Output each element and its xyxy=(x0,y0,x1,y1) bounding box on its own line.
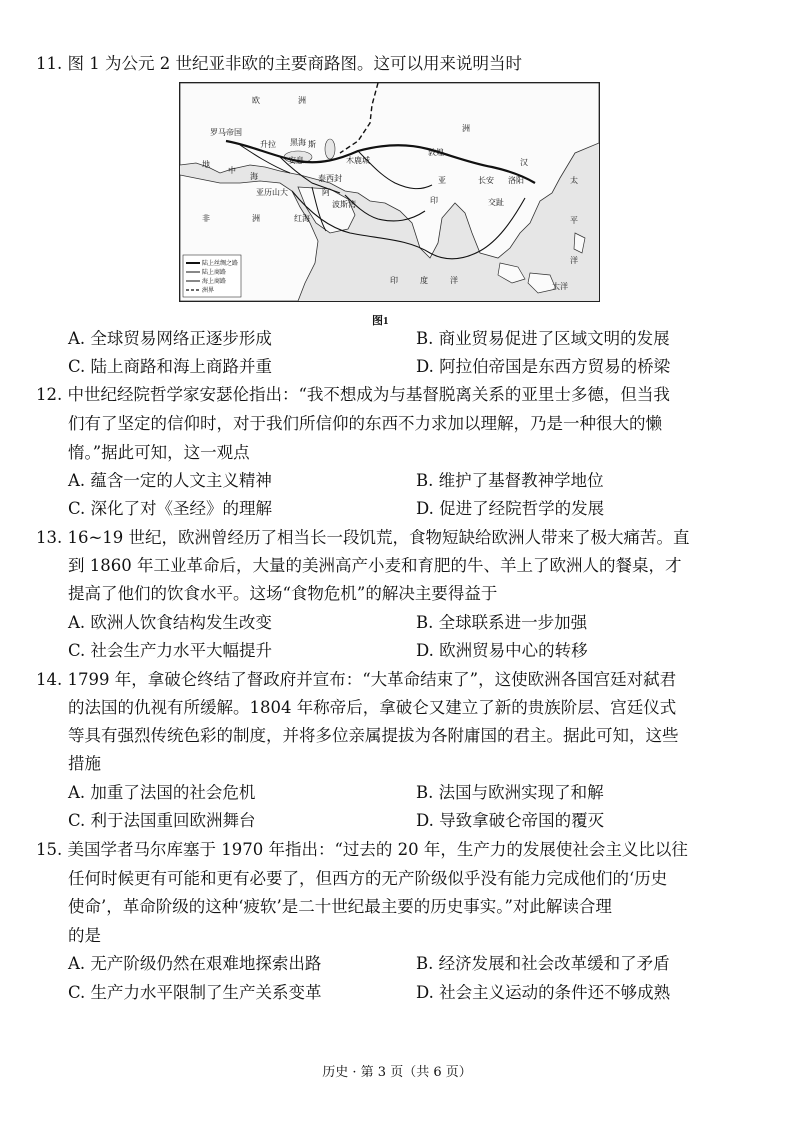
q15-option-c: C. 生产力水平限制了生产关系变革 xyxy=(68,983,322,1002)
label-fei: 非 xyxy=(202,214,210,223)
q11-option-d: D. 阿拉伯帝国是东西方贸易的桥梁 xyxy=(416,357,671,376)
q12-option-d: D. 促进了经院哲学的发展 xyxy=(416,499,605,518)
q12-line-3: 惰。”据此可知，这一观点 xyxy=(68,443,250,462)
q13-option-a: A. 欧洲人饮食结构发生改变 xyxy=(68,613,272,632)
label-ya-zhou: 洲 xyxy=(462,124,470,133)
q13-line-1: 13. 16~19 世纪，欧洲曾经历了相当长一段饥荒，食物短缺给欧洲人带来了极大痛苦。直 xyxy=(36,528,690,547)
label-jiaozhi: 交趾 xyxy=(488,198,504,207)
label-luoyang: 洛阳 xyxy=(508,176,524,185)
q14-line-1: 14. 1799 年，拿破仑终结了督政府并宣布：“大革命结束了”，这使欧洲各国宫廷对弑君 xyxy=(36,670,677,689)
label-black-sea: 黑海 xyxy=(290,138,306,147)
q15-line-3: 使命’，革命阶级的这种‘疲软’是二十世纪最主要的历史事实。”对此解读合理 xyxy=(68,897,612,916)
map-svg xyxy=(180,83,599,301)
label-po-2: 平 xyxy=(570,216,578,225)
label-io-2: 度 xyxy=(420,276,428,285)
legend-border: 洲界 xyxy=(202,287,215,294)
q12-option-c: C. 深化了对《圣经》的理解 xyxy=(68,499,273,518)
q13-option-b: B. 全球联系进一步加强 xyxy=(416,613,588,632)
q14-line-4: 措施 xyxy=(68,754,101,773)
q15-option-a: A. 无产阶级仍然在艰难地探索出路 xyxy=(68,954,322,973)
label-hai: 海 xyxy=(250,172,258,181)
label-rome: 罗马帝国 xyxy=(210,128,242,137)
q13-line-2: 到 1860 年工业革命后，大量的美洲高产小麦和育肥的牛、羊上了欧洲人的餐桌，才 xyxy=(68,556,682,575)
label-dayang: 大洋 xyxy=(552,282,568,291)
q12-option-a: A. 蕴含一定的人文主义精神 xyxy=(68,471,272,490)
label-si: 斯 xyxy=(308,140,316,149)
caspian-sea xyxy=(325,139,335,159)
label-alexandria: 亚历山大 xyxy=(256,188,288,197)
label-po-3: 洋 xyxy=(570,256,578,265)
legend-silk: 陆上丝绸之路 xyxy=(202,260,239,267)
q13-option-c: C. 社会生产力水平大幅提升 xyxy=(68,641,273,660)
label-han: 汉 xyxy=(520,158,528,167)
label-ctesiphon: 泰西封 xyxy=(318,174,342,183)
q13-option-d: D. 欧洲贸易中心的转移 xyxy=(416,641,588,660)
q12-line-1: 12. 中世纪经院哲学家安瑟伦指出：“我不想成为与基督脱离关系的亚里士多德，但当我 xyxy=(36,385,670,404)
q15-option-b: B. 经济发展和社会改革缓和了矛盾 xyxy=(416,954,670,973)
label-europe-a: 欧 xyxy=(252,96,260,105)
q14-option-d: D. 导致拿破仑帝国的覆灭 xyxy=(416,811,605,830)
label-di: 地 xyxy=(202,160,210,169)
label-po-1: 太 xyxy=(570,176,578,185)
label-red-sea: 红海 xyxy=(294,214,310,223)
label-io-1: 印 xyxy=(390,276,398,285)
q14-option-a: A. 加重了法国的社会危机 xyxy=(68,783,256,802)
label-changan: 长安 xyxy=(478,176,494,185)
label-dunhuang: 敦煌 xyxy=(428,148,444,157)
q13-line-3: 提高了他们的饮食水平。这场“食物危机”的解决主要得益于 xyxy=(68,584,498,603)
q15-line-2: 任何时候更有可能和更有必要了，但西方的无产阶级似乎没有能力完成他们的‘历史 xyxy=(68,869,668,888)
label-zhong: 中 xyxy=(228,166,236,175)
page-footer: 历史 · 第 3 页（共 6 页） xyxy=(322,1065,472,1080)
label-fei-zhou: 洲 xyxy=(252,214,260,223)
q14-option-b: B. 法国与欧洲实现了和解 xyxy=(416,783,604,802)
q11-option-a: A. 全球贸易网络正逐步形成 xyxy=(68,329,272,348)
label-europe-b: 洲 xyxy=(298,96,306,105)
q14-option-c: C. 利于法国重回欧洲舞台 xyxy=(68,811,256,830)
q15-line-1: 15. 美国学者马尔库塞于 1970 年指出：“过去的 20 年，生产力的发展使社会主义比以往 xyxy=(36,840,688,859)
q12-line-2: 们有了坚定的信仰时，对于我们所信仰的东西不力求加以理解，乃是一种很大的懒 xyxy=(68,414,662,433)
q14-line-2: 的法国的仇视有所缓解。1804 年称帝后，拿破仑又建立了新的贵族阶层、宫廷仪式 xyxy=(68,698,677,717)
q11-option-c: C. 陆上商路和海上商路并重 xyxy=(68,357,273,376)
label-shengla: 升拉 xyxy=(260,140,276,149)
label-anxi: 安息 xyxy=(288,156,304,165)
label-india: 印 xyxy=(430,196,438,205)
legend-land: 陆上商路 xyxy=(202,269,227,276)
q11-stem: 11. 图 1 为公元 2 世纪亚非欧的主要商路图。这可以用来说明当时 xyxy=(36,54,522,73)
label-a: 阿 xyxy=(322,188,330,197)
label-ya: 亚 xyxy=(438,176,446,185)
label-persian-gulf: 波斯湾 xyxy=(332,200,356,209)
figure-caption: 图1 xyxy=(372,315,389,327)
label-mulu: 木鹿城 xyxy=(346,156,370,165)
q12-option-b: B. 维护了基督教神学地位 xyxy=(416,471,604,490)
trade-route-map xyxy=(179,82,600,302)
legend-sea: 海上商路 xyxy=(202,278,227,285)
q15-line-4: 的是 xyxy=(68,926,101,945)
q15-option-d: D. 社会主义运动的条件还不够成熟 xyxy=(416,983,671,1002)
q14-line-3: 等具有强烈传统色彩的制度，并将多位亲属提拔为各附庸国的君主。据此可知，这些 xyxy=(68,726,679,745)
q11-option-b: B. 商业贸易促进了区域文明的发展 xyxy=(416,329,670,348)
label-io-3: 洋 xyxy=(450,276,458,285)
